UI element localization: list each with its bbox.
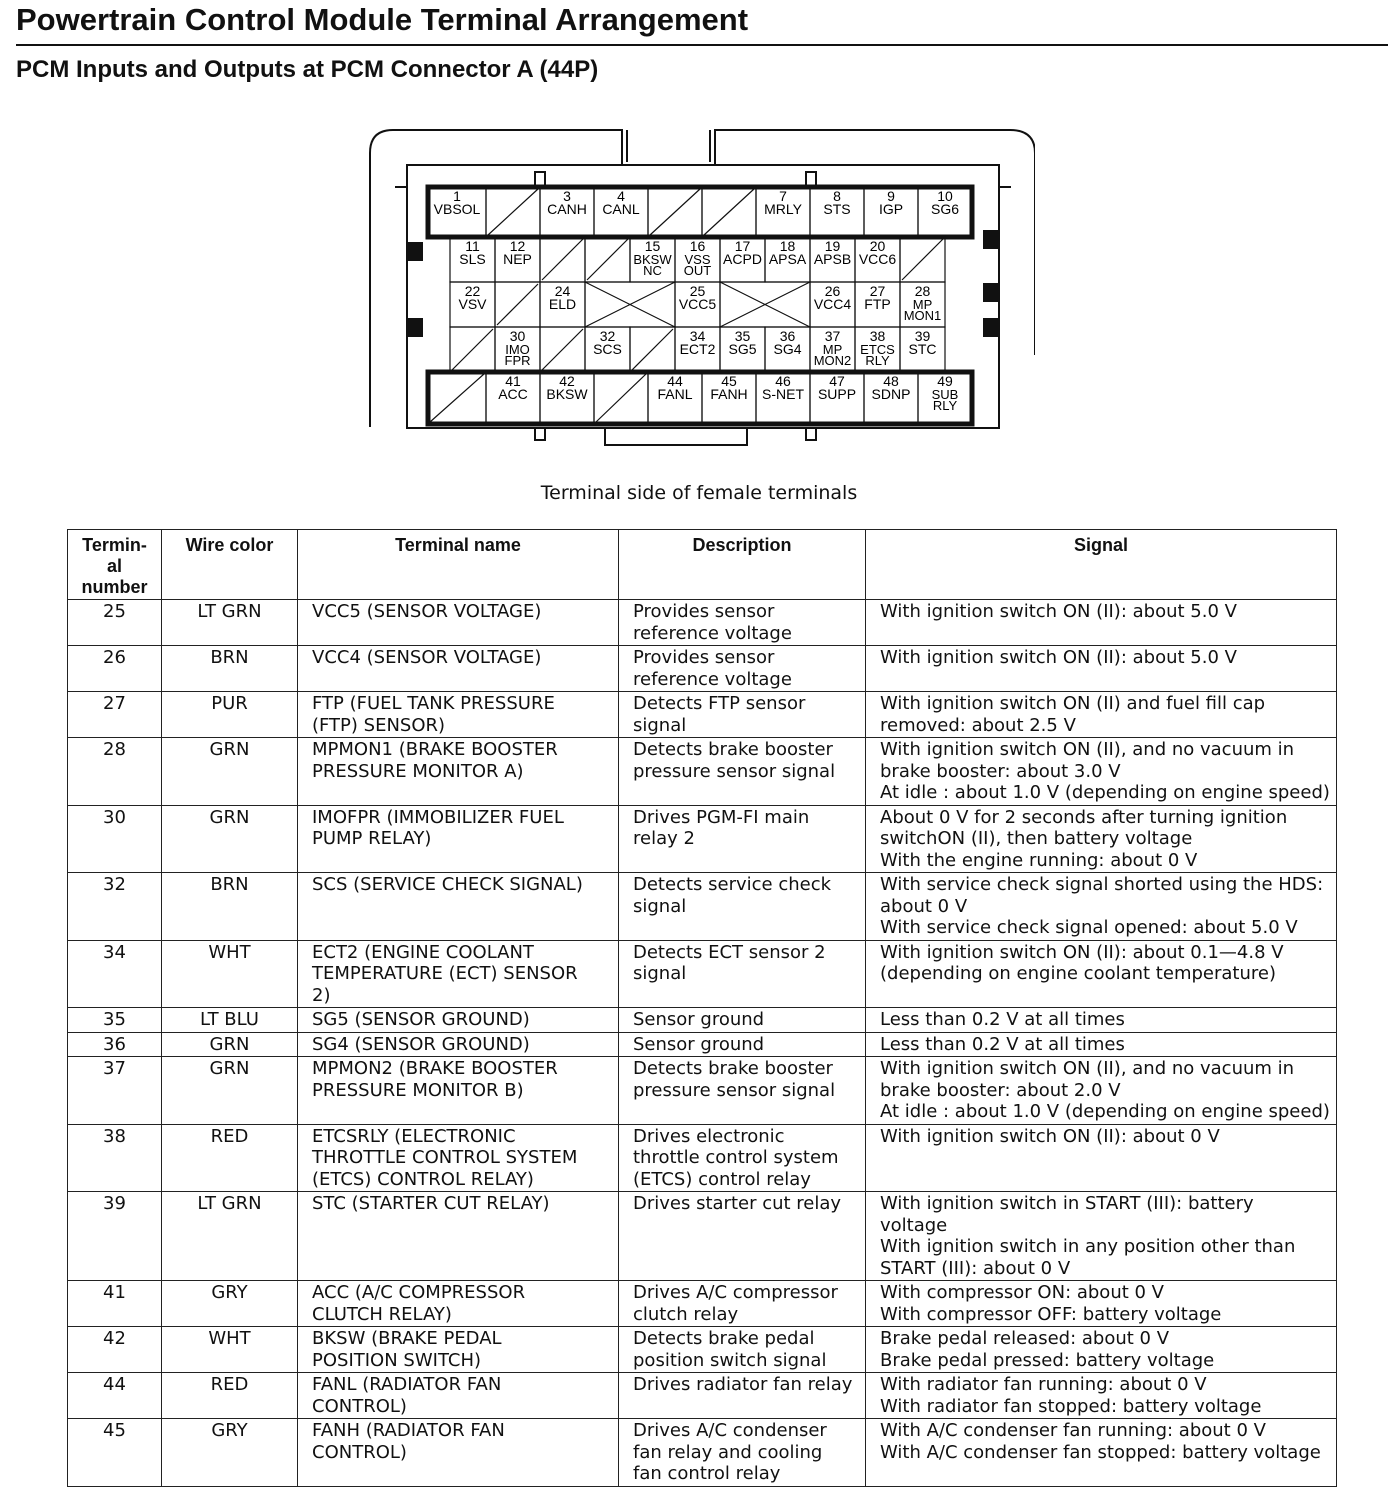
terminal-number: 16 (689, 238, 706, 254)
terminal-label: MON2 (813, 353, 852, 368)
terminal-label: SLS (459, 251, 486, 267)
terminal-label: FANH (710, 386, 748, 402)
terminal-number-cell: 35 (68, 1008, 162, 1033)
terminal-number: 45 (721, 373, 737, 389)
diagram-caption: Terminal side of female terminals (540, 482, 858, 504)
description-cell: Drives PGM-FI main relay 2 (619, 805, 866, 873)
terminal-number: 18 (779, 238, 796, 254)
wire-color-cell: GRN (162, 1032, 298, 1057)
signal-cell: With ignition switch ON (II), and no vacuum in brake booster: about 2.0 V At idle : about 1.0 V (depending on engine speed) (866, 1057, 1337, 1125)
terminal-number: 42 (559, 373, 575, 389)
wire-color-cell: GRN (162, 1057, 298, 1125)
terminal-label: RLY (865, 353, 890, 368)
description-cell: Detects ECT sensor 2 signal (619, 940, 866, 1008)
description-cell: Detects brake pedal position switch signal (619, 1327, 866, 1373)
terminal-number-cell: 37 (68, 1057, 162, 1125)
terminal-label: ACC (498, 386, 528, 402)
wire-color-cell: GRY (162, 1419, 298, 1487)
table-row (68, 873, 1337, 941)
terminal-label: FANL (657, 386, 693, 402)
table-row (68, 1032, 1337, 1057)
terminal-name-cell: VCC4 (SENSOR VOLTAGE) (298, 646, 619, 692)
terminal-number-cell: 34 (68, 940, 162, 1008)
unused-slot-mark (488, 189, 538, 235)
terminal-number: 26 (824, 283, 841, 299)
terminal-label: MON1 (903, 308, 942, 323)
description-cell: Drives A/C condenser fan relay and cooling fan control relay (619, 1419, 866, 1487)
terminal-label: FPR (504, 353, 531, 368)
latch-block (983, 283, 999, 302)
header-description: Description (619, 530, 866, 600)
terminal-label: ELD (548, 296, 577, 312)
terminal-number: 4 (617, 188, 625, 204)
unused-slot-mark (704, 189, 754, 235)
terminal-number-cell: 28 (68, 738, 162, 806)
terminal-label: MP (822, 342, 843, 357)
header-terminal-number: Termin- al number (68, 530, 162, 600)
terminal-label: NEP (503, 251, 532, 267)
terminal-label: ACPD (723, 251, 762, 267)
signal-cell: With ignition switch ON (II), and no vacuum in brake booster: about 3.0 V At idle : about 1.0 V (depending on engine speed) (866, 738, 1337, 806)
table-row (68, 646, 1337, 692)
terminal-label: BKSW (633, 252, 672, 267)
terminal-label: SUPP (817, 386, 857, 402)
terminal-table (67, 529, 1337, 1487)
wire-color-cell: PUR (162, 692, 298, 738)
terminal-label: CANH (547, 201, 587, 217)
terminal-label: CANL (602, 201, 640, 217)
table-row (68, 1373, 1337, 1419)
terminal-name-cell: MPMON2 (BRAKE BOOSTER PRESSURE MONITOR B) (298, 1057, 619, 1125)
terminal-label: RLY (932, 398, 958, 413)
terminal-number: 25 (689, 283, 706, 299)
terminal-label: SCS (593, 341, 622, 357)
unused-slot-mark (430, 374, 484, 422)
terminal-number: 7 (779, 188, 787, 204)
terminal-label: VSS (684, 252, 711, 267)
terminal-label: SDNP (871, 386, 911, 402)
terminal-name-cell: MPMON1 (BRAKE BOOSTER PRESSURE MONITOR A) (298, 738, 619, 806)
signal-cell: About 0 V for 2 seconds after turning ignition switchON (II), then battery voltage With the engine running: about 0 V (866, 805, 1337, 873)
housing-latch (627, 130, 710, 162)
wire-color-cell: LT GRN (162, 600, 298, 646)
terminal-number: 35 (734, 328, 751, 344)
terminal-name-cell: VCC5 (SENSOR VOLTAGE) (298, 600, 619, 646)
signal-cell: With ignition switch ON (II) and fuel fill cap removed: about 2.5 V (866, 692, 1337, 738)
description-cell: Provides sensor reference voltage (619, 646, 866, 692)
table-row (68, 1124, 1337, 1192)
signal-cell: Brake pedal released: about 0 V Brake pedal pressed: battery voltage (866, 1327, 1337, 1373)
terminal-label: IGP (878, 201, 904, 217)
terminal-number: 11 (465, 238, 480, 254)
description-cell: Detects brake booster pressure sensor signal (619, 1057, 866, 1125)
latch-block (983, 318, 999, 337)
terminal-name-cell: SCS (SERVICE CHECK SIGNAL) (298, 873, 619, 941)
terminal-number-cell: 44 (68, 1373, 162, 1419)
table-row (68, 600, 1337, 646)
wire-color-cell: RED (162, 1124, 298, 1192)
terminal-name-cell: BKSW (BRAKE PEDAL POSITION SWITCH) (298, 1327, 619, 1373)
wire-color-cell: GRY (162, 1281, 298, 1327)
header-terminal-name: Terminal name (298, 530, 619, 600)
terminal-number: 48 (883, 373, 899, 389)
latch-block (983, 230, 999, 249)
unused-slot-mark (587, 239, 628, 280)
description-cell: Drives starter cut relay (619, 1192, 866, 1281)
terminal-label: VBSOL (433, 201, 481, 217)
terminal-label: BKSW (546, 386, 588, 402)
table-row (68, 940, 1337, 1008)
terminal-number: 8 (833, 188, 841, 204)
connector-diagram (365, 125, 1035, 450)
header-signal: Signal (866, 530, 1337, 600)
signal-cell: With ignition switch ON (II): about 5.0 V (866, 646, 1337, 692)
table-row (68, 805, 1337, 873)
latch-block (407, 242, 423, 261)
terminal-label: SG6 (930, 201, 960, 217)
terminal-label: IMO (505, 342, 530, 357)
terminal-number: 44 (667, 373, 683, 389)
terminal-number: 10 (937, 188, 953, 204)
terminal-label: SUB (931, 387, 959, 402)
unused-slot-mark (596, 374, 646, 422)
terminal-label: ECT2 (679, 341, 716, 357)
wire-color-cell: GRN (162, 805, 298, 873)
unused-slot-mark (632, 329, 673, 370)
terminal-number: 49 (937, 373, 953, 389)
terminal-number-cell: 27 (68, 692, 162, 738)
terminal-name-cell: FANH (RADIATOR FAN CONTROL) (298, 1419, 619, 1487)
table-row (68, 1008, 1337, 1033)
terminal-number: 37 (824, 328, 841, 344)
terminal-label: NC (643, 263, 662, 278)
terminal-label: S-NET (762, 386, 804, 402)
table-row (68, 1327, 1337, 1373)
signal-cell: With radiator fan running: about 0 V With radiator fan stopped: battery voltage (866, 1373, 1337, 1419)
terminal-number-cell: 39 (68, 1192, 162, 1281)
terminal-number: 36 (779, 328, 796, 344)
description-cell: Drives radiator fan relay (619, 1373, 866, 1419)
terminal-number-cell: 45 (68, 1419, 162, 1487)
terminal-number: 3 (563, 188, 571, 204)
wire-color-cell: LT GRN (162, 1192, 298, 1281)
terminal-name-cell: ETCSRLY (ELECTRONIC THROTTLE CONTROL SYSTEM (ETCS) CONTROL RELAY) (298, 1124, 619, 1192)
terminal-number: 30 (509, 328, 526, 344)
terminal-number-cell: 36 (68, 1032, 162, 1057)
terminal-number-cell: 42 (68, 1327, 162, 1373)
terminal-label: VSV (458, 296, 487, 312)
wire-color-cell: BRN (162, 873, 298, 941)
terminal-number: 1 (453, 188, 461, 204)
description-cell: Detects FTP sensor signal (619, 692, 866, 738)
terminal-number: 20 (869, 238, 886, 254)
terminal-number: 27 (869, 283, 886, 299)
latch-block (407, 318, 423, 337)
description-cell: Sensor ground (619, 1008, 866, 1033)
terminal-number: 41 (505, 373, 521, 389)
bottom-key (605, 428, 747, 445)
terminal-label: MP (912, 297, 933, 312)
header-wire-color: Wire color (162, 530, 298, 600)
table-row (68, 1057, 1337, 1125)
terminal-label: STS (823, 201, 851, 217)
wire-color-cell: WHT (162, 1327, 298, 1373)
signal-cell: With ignition switch ON (II): about 0.1—4.8 V (depending on engine coolant temperature) (866, 940, 1337, 1008)
page-title: Powertrain Control Module Terminal Arrangement (16, 2, 749, 37)
terminal-number: 39 (914, 328, 931, 344)
page-subtitle: PCM Inputs and Outputs at PCM Connector A (44P) (16, 56, 599, 83)
terminal-label: SG4 (773, 341, 802, 357)
terminal-label: STC (908, 341, 937, 357)
signal-cell: With service check signal shorted using the HDS: about 0 V With service check signal opened: about 5.0 V (866, 873, 1337, 941)
signal-cell: With ignition switch ON (II): about 0 V (866, 1124, 1337, 1192)
terminal-number: 24 (554, 283, 571, 299)
wire-color-cell: RED (162, 1373, 298, 1419)
table-row (68, 738, 1337, 806)
terminal-number: 22 (464, 283, 481, 299)
terminal-label: ETCS (860, 342, 895, 357)
description-cell: Detects brake booster pressure sensor signal (619, 738, 866, 806)
terminal-name-cell: FANL (RADIATOR FAN CONTROL) (298, 1373, 619, 1419)
terminal-name-cell: FTP (FUEL TANK PRESSURE (FTP) SENSOR) (298, 692, 619, 738)
terminal-number: 9 (887, 188, 895, 204)
unused-slot-mark (542, 329, 583, 370)
terminal-number: 46 (775, 373, 791, 389)
terminal-name-cell: IMOFPR (IMMOBILIZER FUEL PUMP RELAY) (298, 805, 619, 873)
description-cell: Drives electronic throttle control system (ETCS) control relay (619, 1124, 866, 1192)
table-body (68, 600, 1337, 1487)
terminal-number: 17 (734, 238, 751, 254)
terminal-label: OUT (683, 263, 712, 278)
signal-cell: With ignition switch in START (III): battery voltage With ignition switch in any position other than START (III): about 0 V (866, 1192, 1337, 1281)
terminal-label: VCC4 (813, 296, 852, 312)
unused-slot-mark (452, 329, 493, 370)
terminal-label: SG5 (728, 341, 757, 357)
signal-cell: Less than 0.2 V at all times (866, 1008, 1337, 1033)
terminal-number: 28 (914, 283, 931, 299)
title-divider (16, 44, 1388, 46)
terminal-name-cell: STC (STARTER CUT RELAY) (298, 1192, 619, 1281)
terminal-name-cell: SG4 (SENSOR GROUND) (298, 1032, 619, 1057)
signal-cell: Less than 0.2 V at all times (866, 1032, 1337, 1057)
unused-slot-mark (902, 239, 943, 280)
table-row (68, 692, 1337, 738)
terminal-number-cell: 30 (68, 805, 162, 873)
terminal-number: 12 (509, 238, 526, 254)
unused-slot-mark (542, 239, 583, 280)
terminal-number: 34 (689, 328, 706, 344)
description-cell: Detects service check signal (619, 873, 866, 941)
terminal-label: VCC5 (678, 296, 717, 312)
description-cell: Provides sensor reference voltage (619, 600, 866, 646)
terminal-number-cell: 32 (68, 873, 162, 941)
terminal-number: 15 (644, 238, 661, 254)
description-cell: Sensor ground (619, 1032, 866, 1057)
unused-slot-mark (650, 189, 700, 235)
wire-color-cell: LT BLU (162, 1008, 298, 1033)
terminal-number-cell: 26 (68, 646, 162, 692)
terminal-name-cell: SG5 (SENSOR GROUND) (298, 1008, 619, 1033)
terminal-number-cell: 41 (68, 1281, 162, 1327)
table-row (68, 1419, 1337, 1487)
terminal-number: 38 (869, 328, 886, 344)
terminal-label: FTP (864, 296, 891, 312)
unused-slot-mark (497, 284, 538, 325)
signal-cell: With compressor ON: about 0 V With compressor OFF: battery voltage (866, 1281, 1337, 1327)
terminal-label: APSB (813, 251, 852, 267)
signal-cell: With A/C condenser fan running: about 0 V With A/C condenser fan stopped: battery voltage (866, 1419, 1337, 1487)
terminal-number: 47 (829, 373, 845, 389)
table-row (68, 1192, 1337, 1281)
terminal-name-cell: ECT2 (ENGINE COOLANT TEMPERATURE (ECT) SENSOR 2) (298, 940, 619, 1008)
description-cell: Drives A/C compressor clutch relay (619, 1281, 866, 1327)
terminal-label: MRLY (764, 201, 802, 217)
bottom-tab-left (535, 428, 545, 440)
bottom-tab-right (806, 428, 816, 440)
wire-color-cell: GRN (162, 738, 298, 806)
terminal-number-cell: 25 (68, 600, 162, 646)
terminal-label: APSA (768, 251, 807, 267)
wire-color-cell: BRN (162, 646, 298, 692)
table-header-row (68, 530, 1337, 600)
terminal-number: 19 (824, 238, 841, 254)
table-row (68, 1281, 1337, 1327)
terminal-number-cell: 38 (68, 1124, 162, 1192)
terminal-name-cell: ACC (A/C COMPRESSOR CLUTCH RELAY) (298, 1281, 619, 1327)
signal-cell: With ignition switch ON (II): about 5.0 V (866, 600, 1337, 646)
wire-color-cell: WHT (162, 940, 298, 1008)
terminal-label: VCC6 (858, 251, 897, 267)
terminal-number: 32 (599, 328, 616, 344)
